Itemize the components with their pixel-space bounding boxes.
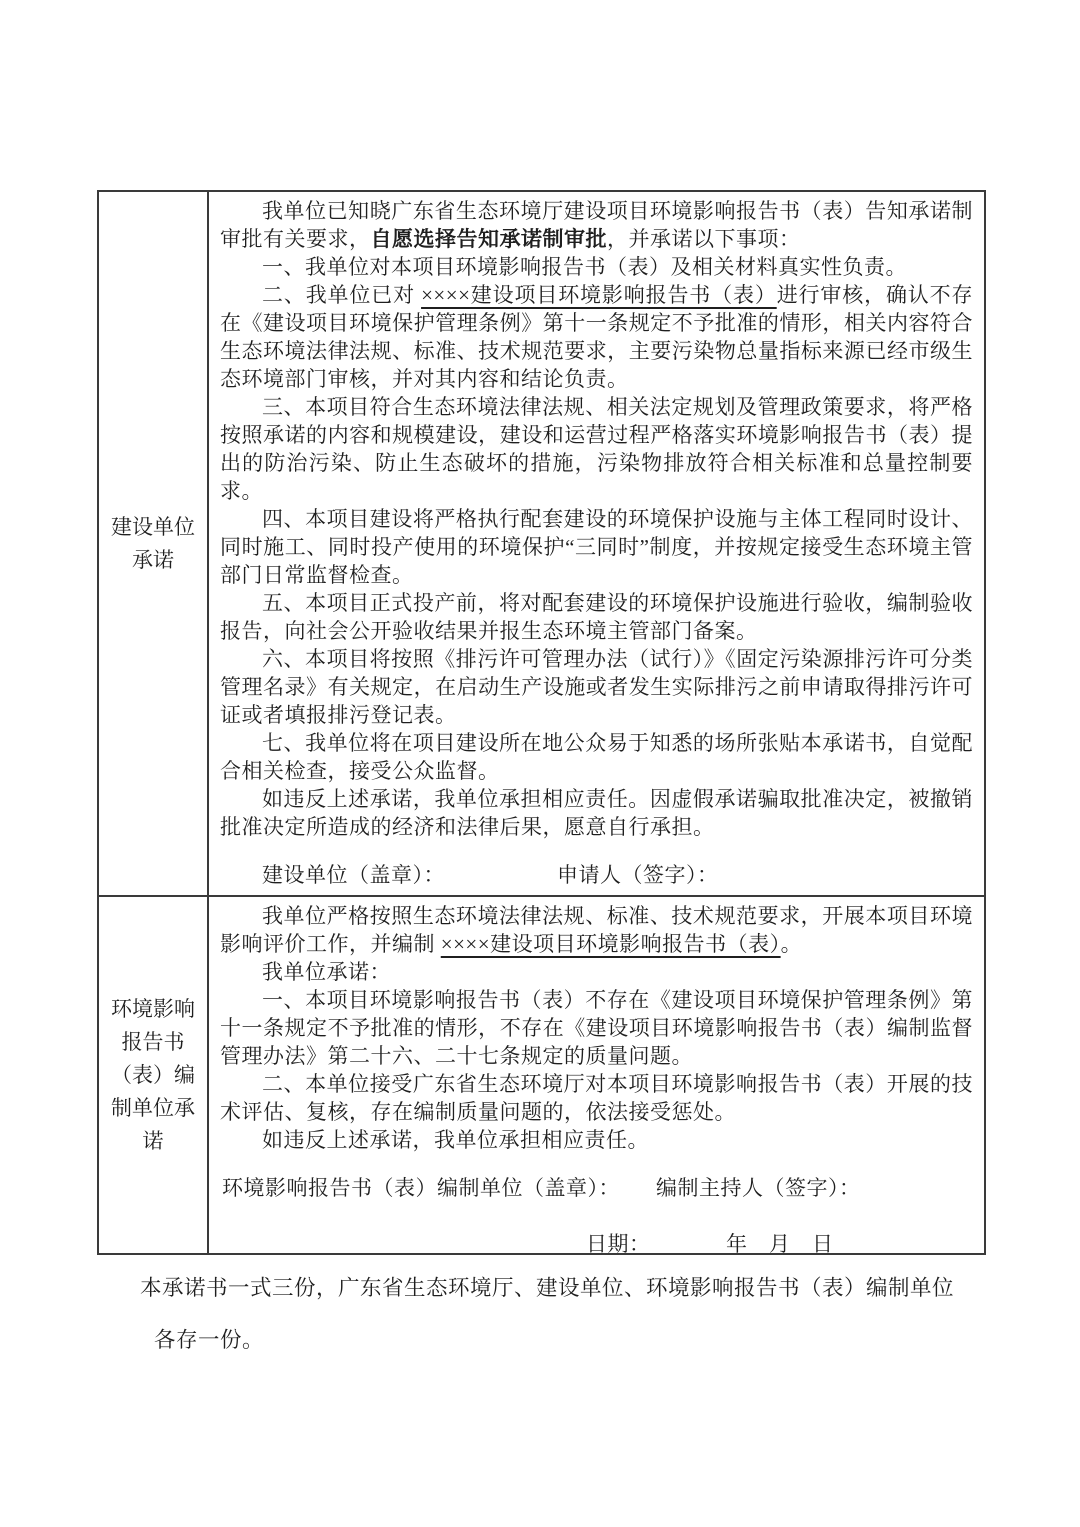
construction-unit-commitment-content — [209, 192, 984, 895]
commitment-table — [97, 190, 986, 1255]
preparation-unit-seal-label: 环境影响报告书（表）编制单位（盖章）： — [222, 1176, 620, 1200]
report-preparation-unit-commitment-content — [209, 897, 984, 1253]
footer-note-line-2: 各存一份。 — [154, 1328, 265, 1352]
date-line — [220, 1230, 973, 1253]
table-row-report-preparation-unit-commitment — [99, 897, 984, 1253]
signature-line — [220, 861, 973, 889]
signature-line — [220, 1174, 973, 1202]
date-label: 日期： 年 月 日 — [586, 1232, 834, 1253]
chief-preparer-signature-label: 编制主持人（签字）： — [656, 1176, 861, 1200]
row-header-report-preparation-unit-commitment: 环境影响 报告书 （表）编 制单位承 诺 — [99, 897, 209, 1253]
footer-note — [140, 1262, 980, 1366]
commitment-paragraphs: 我单位严格按照生态环境法律法规、标准、技术规范要求，开展本项目环境影响评价工作，并编制 ××××建设项目环境影响报告书（表）。 我单位承诺： 一、本项目环境影响报告书（表）不存在《建设项目环境保护管理条例》第十一条规定不予批准的情形，不存在《建设项目环境影响报告书（表）编制监督管理办法》第二十六、二十七条规定的质量问题。 二、本单位接受广东省生态环境厅对本项目环境影响报告书（表）开展的技术评估、复核，存在编制质量问题的，依法接受惩处。 如违反上述承诺，我单位承担相应责任。 — [220, 904, 973, 1152]
footer-note-line-1: 本承诺书一式三份，广东省生态环境厅、建设单位、环境影响报告书（表）编制单位 — [140, 1276, 955, 1300]
row-header-construction-unit-commitment: 建设单位 承诺 — [99, 192, 209, 895]
applicant-signature-label: 申请人（签字）： — [557, 863, 719, 887]
commitment-paragraphs: 我单位已知晓广东省生态环境厅建设项目环境影响报告书（表）告知承诺制审批有关要求，自愿选择告知承诺制审批，并承诺以下事项： 一、我单位对本项目环境影响报告书（表）及相关材料真实性负责。 二、我单位已对 ××××建设项目环境影响报告书（表）进行审核，确认不存在《建设项目环境保护管理条例》第十一条规定不予批准的情形，相关内容符合生态环境法律法规、标准、技术规范要求，主要污染物总量指标来源已经市级生态环境部门审核，并对其内容和结论负责。 三、本项目符合生态环境法律法规、相关法定规划及管理政策要求，将严格按照承诺的内容和规模建设，建设和运营过程严格落实环境影响报告书（表）提出的防治污染、防止生态破坏的措施，污染物排放符合相关标准和总量控制要求。 四、本项目建设将严格执行配套建设的环境保护设施与主体工程同时设计、同时施工、同时投产使用的环境保护“三同时”制度，并按规定接受生态环境主管部门日常监督检查。 五、本项目正式投产前，将对配套建设的环境保护设施进行验收，编制验收报告，向社会公开验收结果并报生态环境主管部门备案。 六、本项目将按照《排污许可管理办法（试行）》《固定污染源排污许可分类管理名录》有关规定，在启动生产设施或者发生实际排污之前申请取得排污许可证或者填报排污登记表。 七、我单位将在项目建设所在地公众易于知悉的场所张贴本承诺书，自觉配合相关检查，接受公众监督。 如违反上述承诺，我单位承担相应责任。因虚假承诺骗取批准决定，被撤销批准决定所造成的经济和法律后果，愿意自行承担。 — [220, 199, 974, 839]
construction-unit-seal-label: 建设单位（盖章）： — [262, 863, 445, 887]
table-row-construction-unit-commitment — [99, 192, 984, 897]
